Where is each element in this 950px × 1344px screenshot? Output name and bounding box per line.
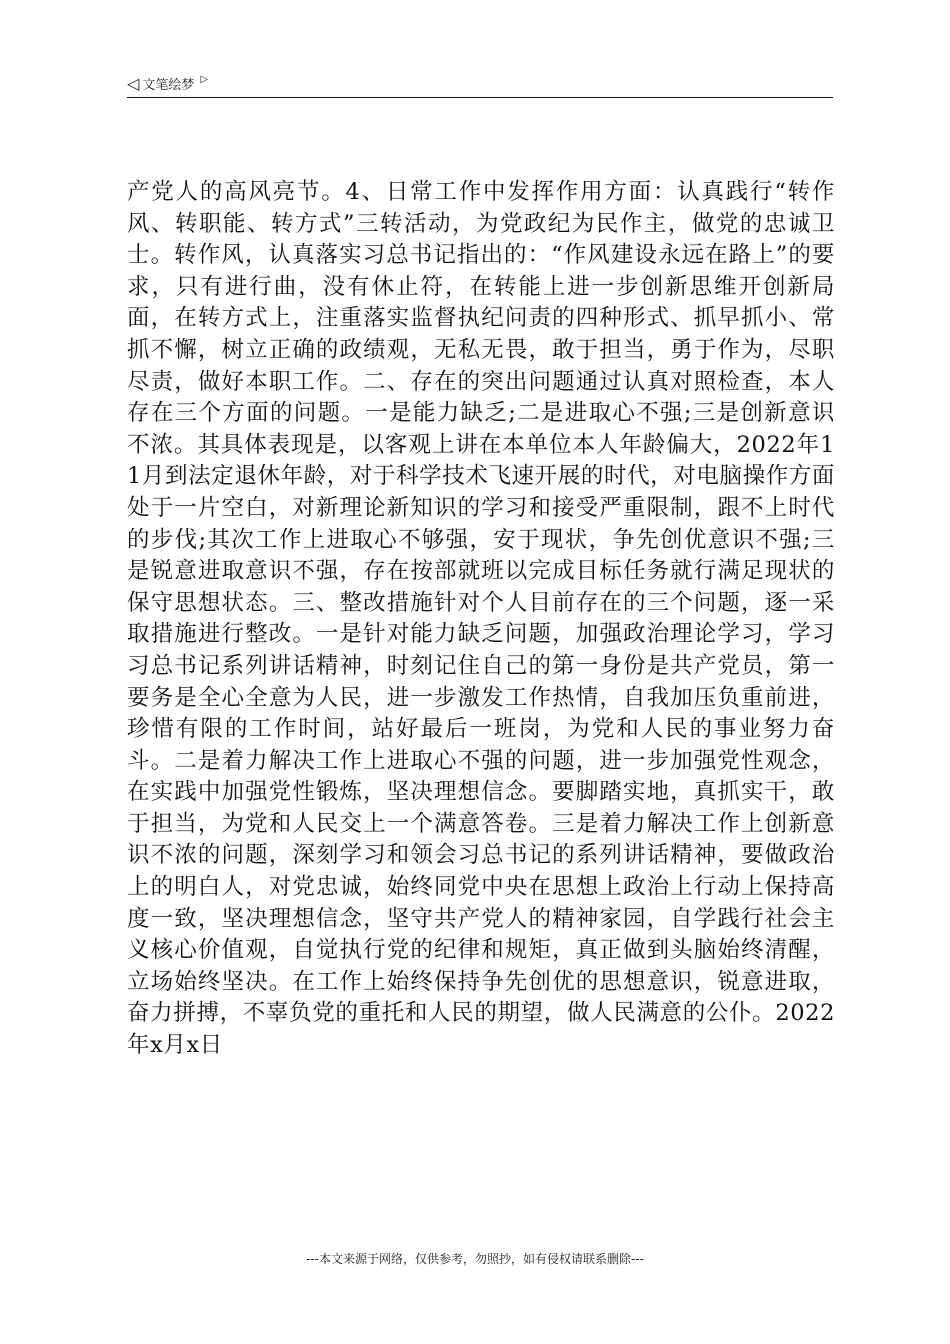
page-header [127, 74, 208, 93]
document-body: 产党人的高风亮节。4、日常工作中发挥作用方面：认真践行“转作风、转职能、转方式”三转活动，为党政纪为民作主，做党的忠诚卫士。转作风，认真落实习总书记指出的：“作风建设永远在路上”的要求，只有进行曲，没有休止符，在转能上进一步创新思维开创新局面，在转方式上，注重落实监督执纪问责的四种形式、抓早抓小、常抓不懈，树立正确的政绩观，无私无畏，敢于担当，勇于作为，尽职尽责，做好本职工作。二、存在的突出问题通过认真对照检查，本人存在三个方面的问题。一是能力缺乏;二是进取心不强;三是创新意识不浓。其具体表现是，以客观上讲在本单位本人年龄偏大，2022年11月到法定退休年龄，对于科学技术飞速开展的时代，对电脑操作方面处于一片空白，对新理论新知识的学习和接受严重限制，跟不上时代的步伐;其次工作上进取心不够强，安于现状，争先创优意识不强;三是锐意进取意识不强，存在按部就班以完成目标任务就行满足现状的保守思想状态。三、整改措施针对个人目前存在的三个问题，逐一采取措施进行整改。一是针对能力缺乏问题，加强政治理论学习，学习习总书记系列讲话精神，时刻记住自己的第一身份是共产党员，第一要务是全心全意为人民，进一步激发工作热情，自我加压负重前进，珍惜有限的工作时间，站好最后一班岗，为党和人民的事业努力奋斗。二是着力解决工作上进取心不强的问题，进一步加强党性观念，在实践中加强党性锻炼，坚决理想信念。要脚踏实地，真抓实干，敢于担当，为党和人民交上一个满意答卷。三是着力解决工作上创新意识不浓的问题，深刻学习和领会习总书记的系列讲话精神，要做政治上的明白人，对党忠诚，始终同党中央在思想上政治上行动上保持高度一致，坚决理想信念，坚守共产党人的精神家园，自学践行社会主义核心价值观，自觉执行党的纪律和规矩，真正做到头脑始终清醒，立场始终坚决。在工作上始终保持争先创优的思想意识，锐意进取，奋力拼搏，不辜负党的重托和人民的期望，做人民满意的公仆。2022年x月x日 [127, 179, 835, 1059]
header-brand: 文笔绘梦 [142, 78, 195, 93]
page-footer: ---本文来源于网络，仅供参考，勿照抄，如有侵权请联系删除--- [306, 1252, 644, 1266]
triangle-right-icon: ▷ [200, 73, 209, 85]
header-divider [127, 97, 833, 98]
triangle-left-icon: ◁ [127, 73, 140, 93]
